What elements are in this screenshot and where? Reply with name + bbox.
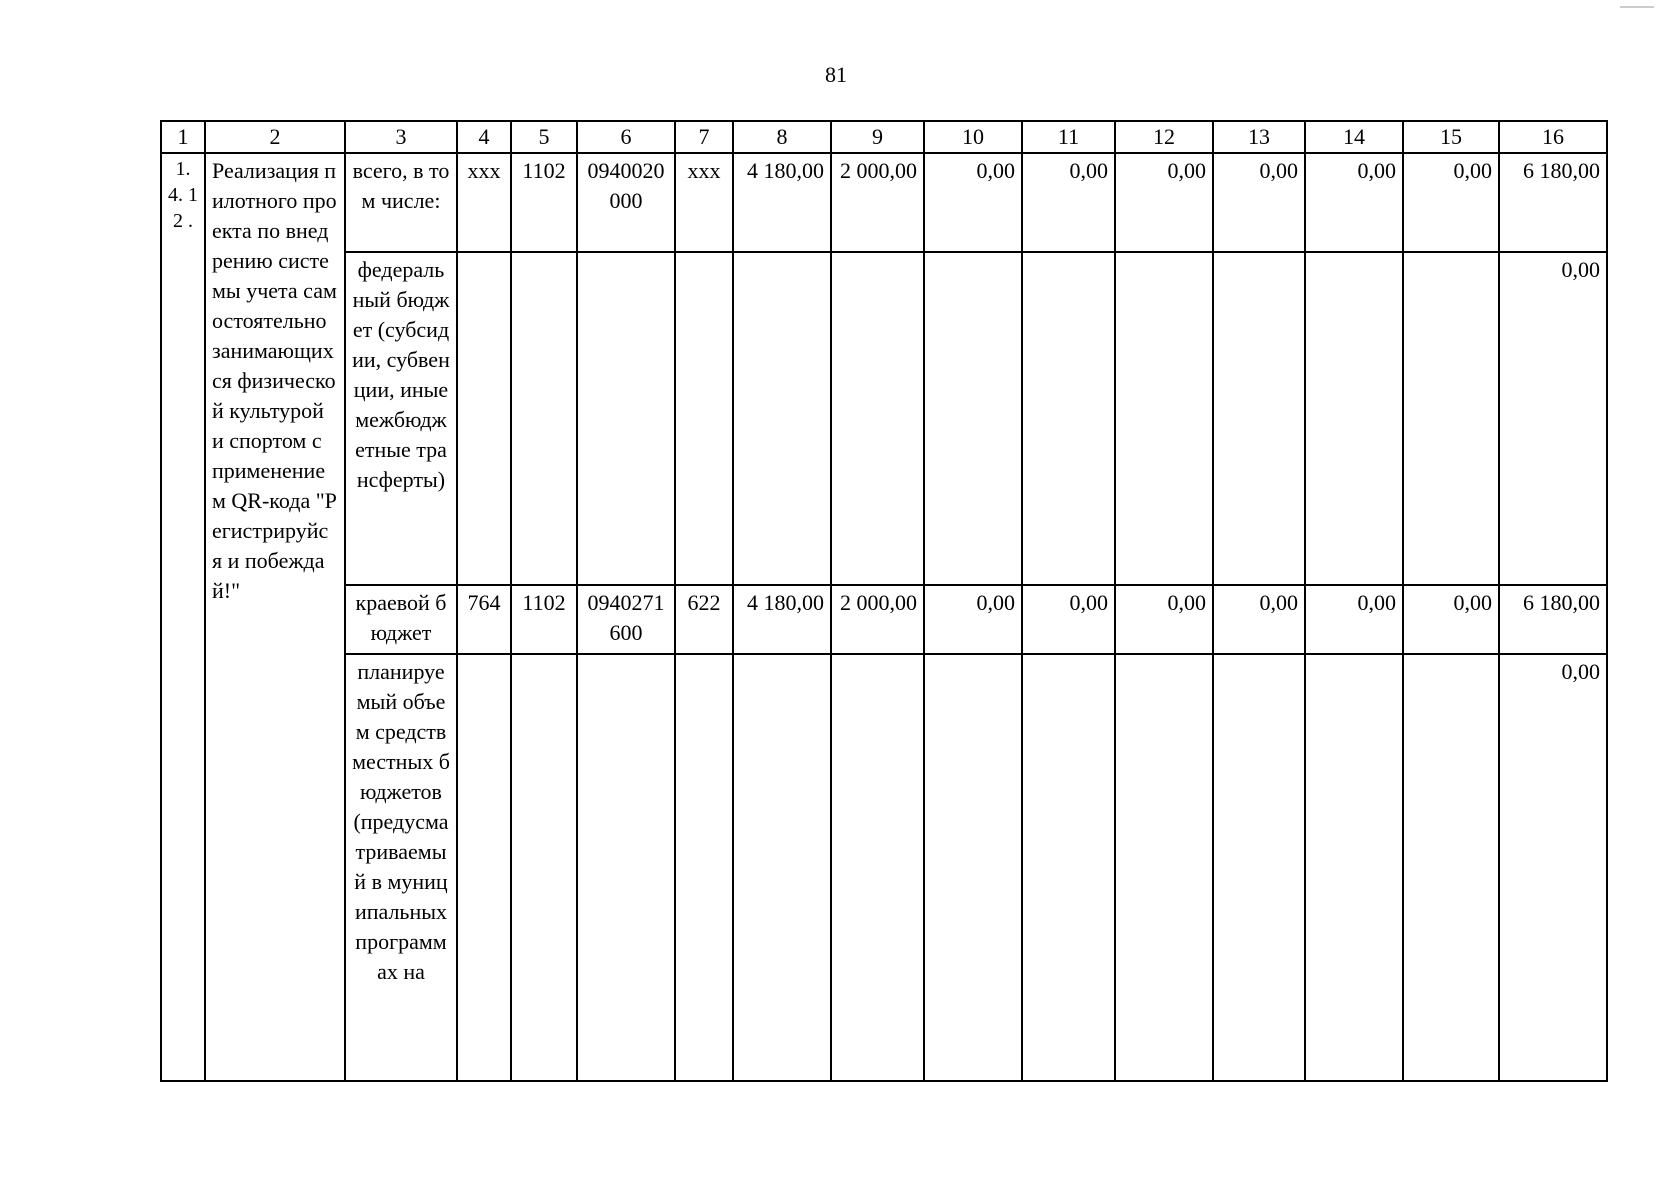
header-cell: 11: [1022, 121, 1115, 153]
cell-c13: [1213, 654, 1305, 1081]
funding-source: всего, в том числе:: [345, 153, 457, 252]
cell-c10: [924, 252, 1022, 586]
scan-edge-mark: [1620, 6, 1654, 8]
header-cell: 14: [1305, 121, 1403, 153]
cell-c16: 6 180,00: [1499, 153, 1607, 252]
cell-c15: [1403, 252, 1499, 586]
cell-c15: 0,00: [1403, 153, 1499, 252]
cell-c8: 4 180,00: [733, 153, 831, 252]
cell-c14: 0,00: [1305, 153, 1403, 252]
cell-c9: 2 000,00: [831, 585, 924, 653]
cell-c15: 0,00: [1403, 585, 1499, 653]
cell-c13: 0,00: [1213, 585, 1305, 653]
cell-c11: 0,00: [1022, 153, 1115, 252]
cell-c15: [1403, 654, 1499, 1081]
header-cell: 3: [345, 121, 457, 153]
header-cell: 1: [161, 121, 205, 153]
cell-c8: [733, 654, 831, 1081]
cell-c14: [1305, 252, 1403, 586]
cell-c7: [675, 252, 733, 586]
cell-c8: [733, 252, 831, 586]
cell-c6: [577, 654, 675, 1081]
cell-c12: 0,00: [1115, 153, 1213, 252]
cell-c12: [1115, 654, 1213, 1081]
cell-c12: [1115, 252, 1213, 586]
header-cell: 7: [675, 121, 733, 153]
table-row: [161, 252, 1607, 586]
cell-c13: [1213, 252, 1305, 586]
cell-c13: 0,00: [1213, 153, 1305, 252]
cell-c10: [924, 654, 1022, 1081]
cell-c7: xxx: [675, 153, 733, 252]
header-cell: 13: [1213, 121, 1305, 153]
cell-c9: [831, 654, 924, 1081]
page-number: 81: [825, 62, 847, 87]
cell-c4: 764: [457, 585, 511, 653]
table-row: [161, 654, 1607, 1081]
cell-c16: 0,00: [1499, 252, 1607, 586]
cell-c8: 4 180,00: [733, 585, 831, 653]
cell-c16: 0,00: [1499, 654, 1607, 1081]
header-cell: 2: [205, 121, 345, 153]
cell-c5: [511, 252, 577, 586]
item-name: Реализация пилотного проекта по внедрению системы учета самостоятельно занимающихся физической культурой и спортом с применением QR-кода "Регистрируйся и побеждай!": [205, 153, 345, 1081]
item-number: 1. 4. 12 .: [161, 153, 205, 1081]
header-row: [161, 121, 1607, 153]
cell-c5: 1102: [511, 585, 577, 653]
cell-c11: [1022, 654, 1115, 1081]
cell-c9: 2 000,00: [831, 153, 924, 252]
header-cell: 15: [1403, 121, 1499, 153]
header-cell: 6: [577, 121, 675, 153]
cell-c12: 0,00: [1115, 585, 1213, 653]
cell-c11: 0,00: [1022, 585, 1115, 653]
table-row: [161, 153, 1607, 252]
cell-c7: 622: [675, 585, 733, 653]
cell-c5: [511, 654, 577, 1081]
cell-c14: 0,00: [1305, 585, 1403, 653]
cell-c14: [1305, 654, 1403, 1081]
cell-c4: xxx: [457, 153, 511, 252]
header-cell: 10: [924, 121, 1022, 153]
cell-c4: [457, 654, 511, 1081]
cell-c9: [831, 252, 924, 586]
funding-source: федеральный бюджет (субсидии, субвенции, иные межбюджетные трансферты): [345, 252, 457, 586]
cell-c11: [1022, 252, 1115, 586]
header-cell: 12: [1115, 121, 1213, 153]
cell-c5: 1102: [511, 153, 577, 252]
budget-table: [160, 120, 1608, 1082]
table-row: [161, 585, 1607, 653]
header-cell: 5: [511, 121, 577, 153]
header-cell: 9: [831, 121, 924, 153]
cell-c10: 0,00: [924, 153, 1022, 252]
cell-c6: 0940020000: [577, 153, 675, 252]
cell-c7: [675, 654, 733, 1081]
cell-c6: 0940271600: [577, 585, 675, 653]
header-cell: 4: [457, 121, 511, 153]
funding-source: краевой бюджет: [345, 585, 457, 653]
cell-c10: 0,00: [924, 585, 1022, 653]
cell-c6: [577, 252, 675, 586]
header-cell: 8: [733, 121, 831, 153]
funding-source: планируемый объем средств местных бюджетов (предусматриваемый в муниципальных программах на: [345, 654, 457, 1081]
cell-c4: [457, 252, 511, 586]
cell-c16: 6 180,00: [1499, 585, 1607, 653]
header-cell: 16: [1499, 121, 1607, 153]
